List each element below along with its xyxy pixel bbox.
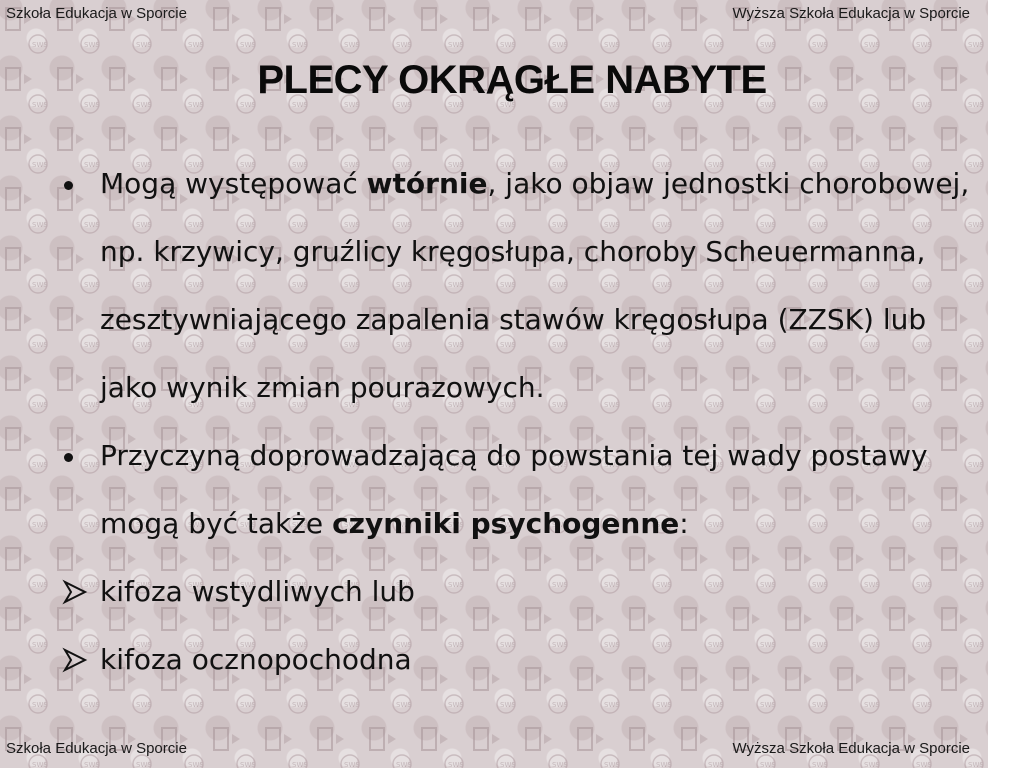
sub-item-2-text: kifoza ocznopochodna	[100, 643, 412, 676]
filled-circle-bullet-icon	[60, 422, 94, 490]
footer-right: Wyższa Szkoła Edukacja w Sporcie	[732, 740, 970, 757]
header-left: Szkoła Edukacja w Sporcie	[6, 5, 187, 22]
header-right: Wyższa Szkoła Edukacja w Sporcie	[732, 5, 970, 22]
filled-circle-bullet-icon	[60, 150, 94, 218]
bullet-1-text-start: Mogą występować	[100, 167, 367, 200]
bullet-1-text-end: , jako objaw jednostki chorobowej, np. krzywicy, gruźlicy kręgosłupa, choroby Scheuermanna, zesztywniającego zapalenia stawów kręgosłupa (ZZSK) lub jako wynik zmian pourazowych.	[100, 167, 970, 404]
bullet-1-bold-text: wtórnie	[366, 167, 488, 200]
slide-content	[52, 150, 972, 694]
bullet-item-2	[52, 422, 972, 558]
sub-item-1-text: kifoza wstydliwych lub	[100, 575, 415, 608]
bullet-2-bold-text: czynniki psychogenne	[332, 507, 680, 540]
bullet-item-1	[52, 150, 972, 422]
bullet-2-text-start: Przyczyną doprowadzającą do powstania tej wady postawy mogą być także	[100, 439, 928, 540]
bullet-2-text-end: :	[679, 507, 689, 540]
arrowhead-bullet-icon	[62, 579, 88, 605]
right-edge-strip	[988, 0, 1024, 768]
arrowhead-bullet-icon	[62, 647, 88, 673]
sub-item-2	[52, 626, 972, 694]
sub-item-1	[52, 558, 972, 626]
footer-left: Szkoła Edukacja w Sporcie	[6, 740, 187, 757]
slide-title: PLECY OKRĄGŁE NABYTE	[257, 58, 767, 102]
